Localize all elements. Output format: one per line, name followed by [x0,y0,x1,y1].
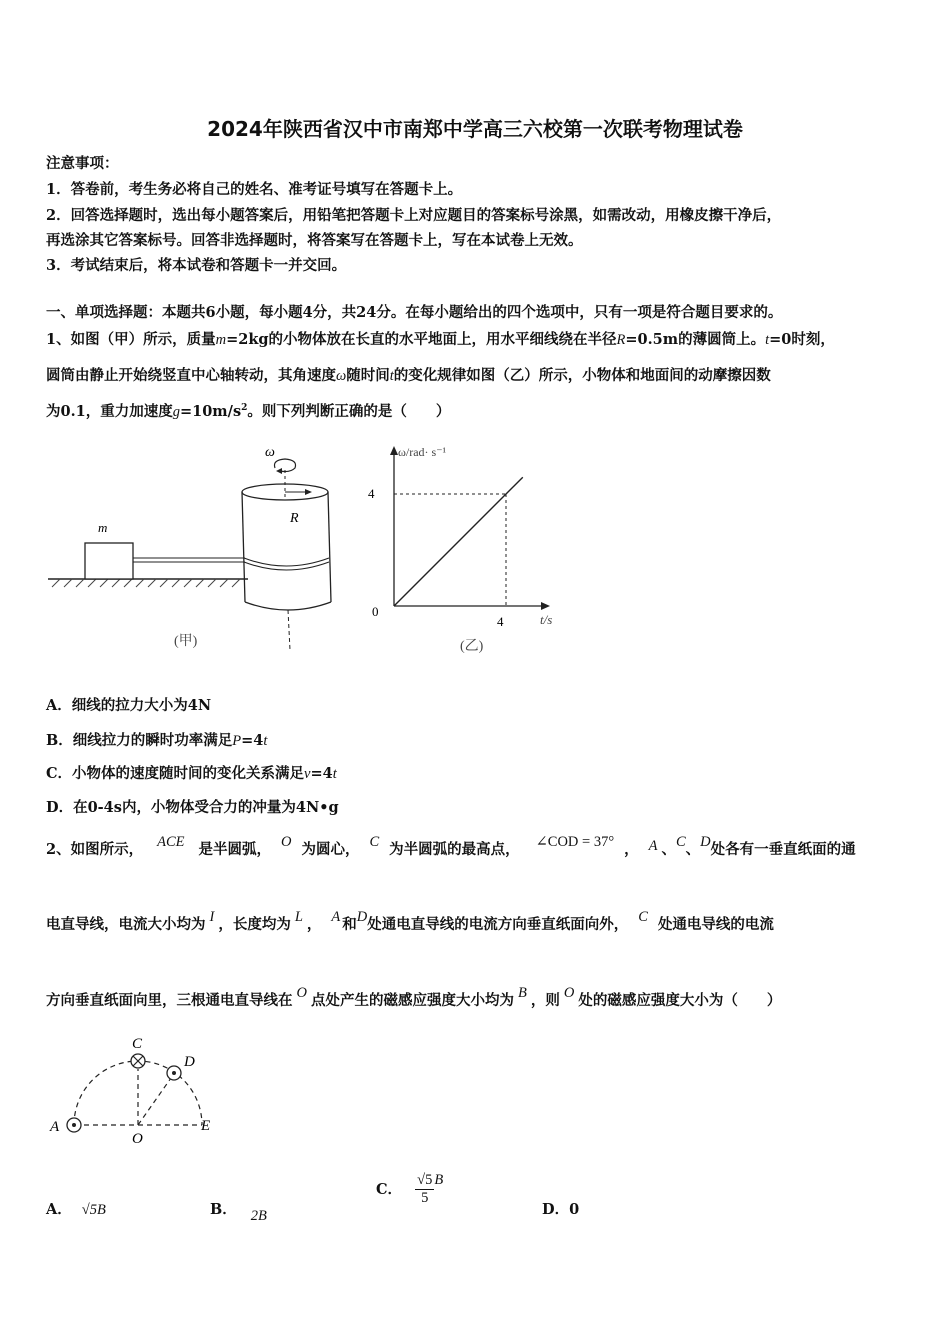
figure-yi [360,440,570,660]
section-heading: 一、单项选择题：本题共6小题，每小题4分，共24分。在每小题给出的四个选项中，只有一项是符合题目要求的。 [46,304,783,321]
label-R: R [290,511,299,526]
q1-line-1: 1、如图（甲）所示，质量m=2kg的小物体放在长直的水平地面上，用水平细线绕在半径R=0.5m的薄圆筒上。t=0时刻， [46,331,835,348]
notice-item: 1．答卷前，考生务必将自己的姓名、准考证号填写在答题卡上。 [46,181,463,198]
q1-option-b[interactable]: B．细线拉力的瞬时功率满足P=4t [46,732,268,749]
q2-option-a[interactable]: A． √5B [46,1201,106,1218]
wire-D-out-icon [167,1066,181,1080]
notice-item: 再选涂其它答案标号。回答非选择题时，将答案写在答题卡上，写在本试卷上无效。 [46,232,583,249]
label-omega: ω [265,445,275,460]
q2-line-3: 方向垂直纸面向里，三根通电直导线在 O 点处产生的磁感应强度大小均为 B ，则 O 处的磁感应强度大小为（ ） [46,985,782,1009]
label-C: C [132,1036,143,1052]
notice-item: 3．考试结束后，将本试卷和答题卡一并交回。 [46,257,347,274]
page-title: 2024年陕西省汉中市南郑中学高三六校第一次联考物理试卷 [207,117,743,141]
q1-option-a[interactable]: A．细线的拉力大小为4N [46,697,212,714]
y-tick-label: 4 [368,486,375,501]
caption-yi: (乙) [460,639,484,654]
x-axis-label: t/s [540,612,553,627]
label-D: D [184,1054,195,1070]
notice-heading: 注意事项： [46,155,119,172]
caption-jia: (甲) [174,634,198,649]
label-E: E [201,1118,211,1134]
label-A: A [50,1119,60,1135]
q2-option-d[interactable]: D．0 [542,1201,580,1218]
q2-option-c[interactable]: C． $\frac{√5}{5}$ B [376,1171,444,1206]
q2-option-b[interactable]: B． 2B [210,1201,267,1224]
wire-A-out-icon [67,1118,81,1132]
y-axis-label: ω/rad· s⁻¹ [398,445,447,459]
q1-option-c[interactable]: C．小物体的速度随时间的变化关系满足v=4t [46,765,337,782]
figure-semicircle [44,1030,234,1150]
wire-C-in-icon [131,1054,145,1068]
x-tick-label: 4 [497,614,504,629]
q2-line-2: 电直导线，电流大小均为 I ，长度均为 L ， A 和D处通电直导线的电流方向垂直纸面向外， C 处通电导线的电流 [46,909,774,933]
q2-line-1: 2、如图所示， ACE 是半圆弧， O 为圆心， C 为半圆弧的最高点， ∠COD = 37° ， A 、C、D处各有一垂直纸面的通 [46,834,856,858]
label-O: O [132,1131,143,1147]
notice-item: 2．回答选择题时，选出每小题答案后，用铅笔把答题卡上对应题目的答案标号涂黑，如需改动，用橡皮擦干净后， [46,207,782,224]
figure-jia [40,440,350,660]
block-mass [85,543,133,579]
q1-line-2: 圆筒由静止开始绕竖直中心轴转动，其角速度ω随时间t的变化规律如图（乙）所示，小物体和地面间的动摩擦因数 [46,367,771,384]
q1-option-d[interactable]: D．在0-4s内，小物体受合力的冲量为4N•g [46,799,339,816]
rotation-arrow-icon [274,459,295,472]
q1-line-3: 为0.1，重力加速度$g=10m/s^2$。则下列判断正确的是（ ） [46,403,451,420]
label-m: m [98,520,108,535]
radius-OD [138,1078,171,1125]
origin-label: 0 [372,604,379,619]
omega-t-line [394,477,523,606]
